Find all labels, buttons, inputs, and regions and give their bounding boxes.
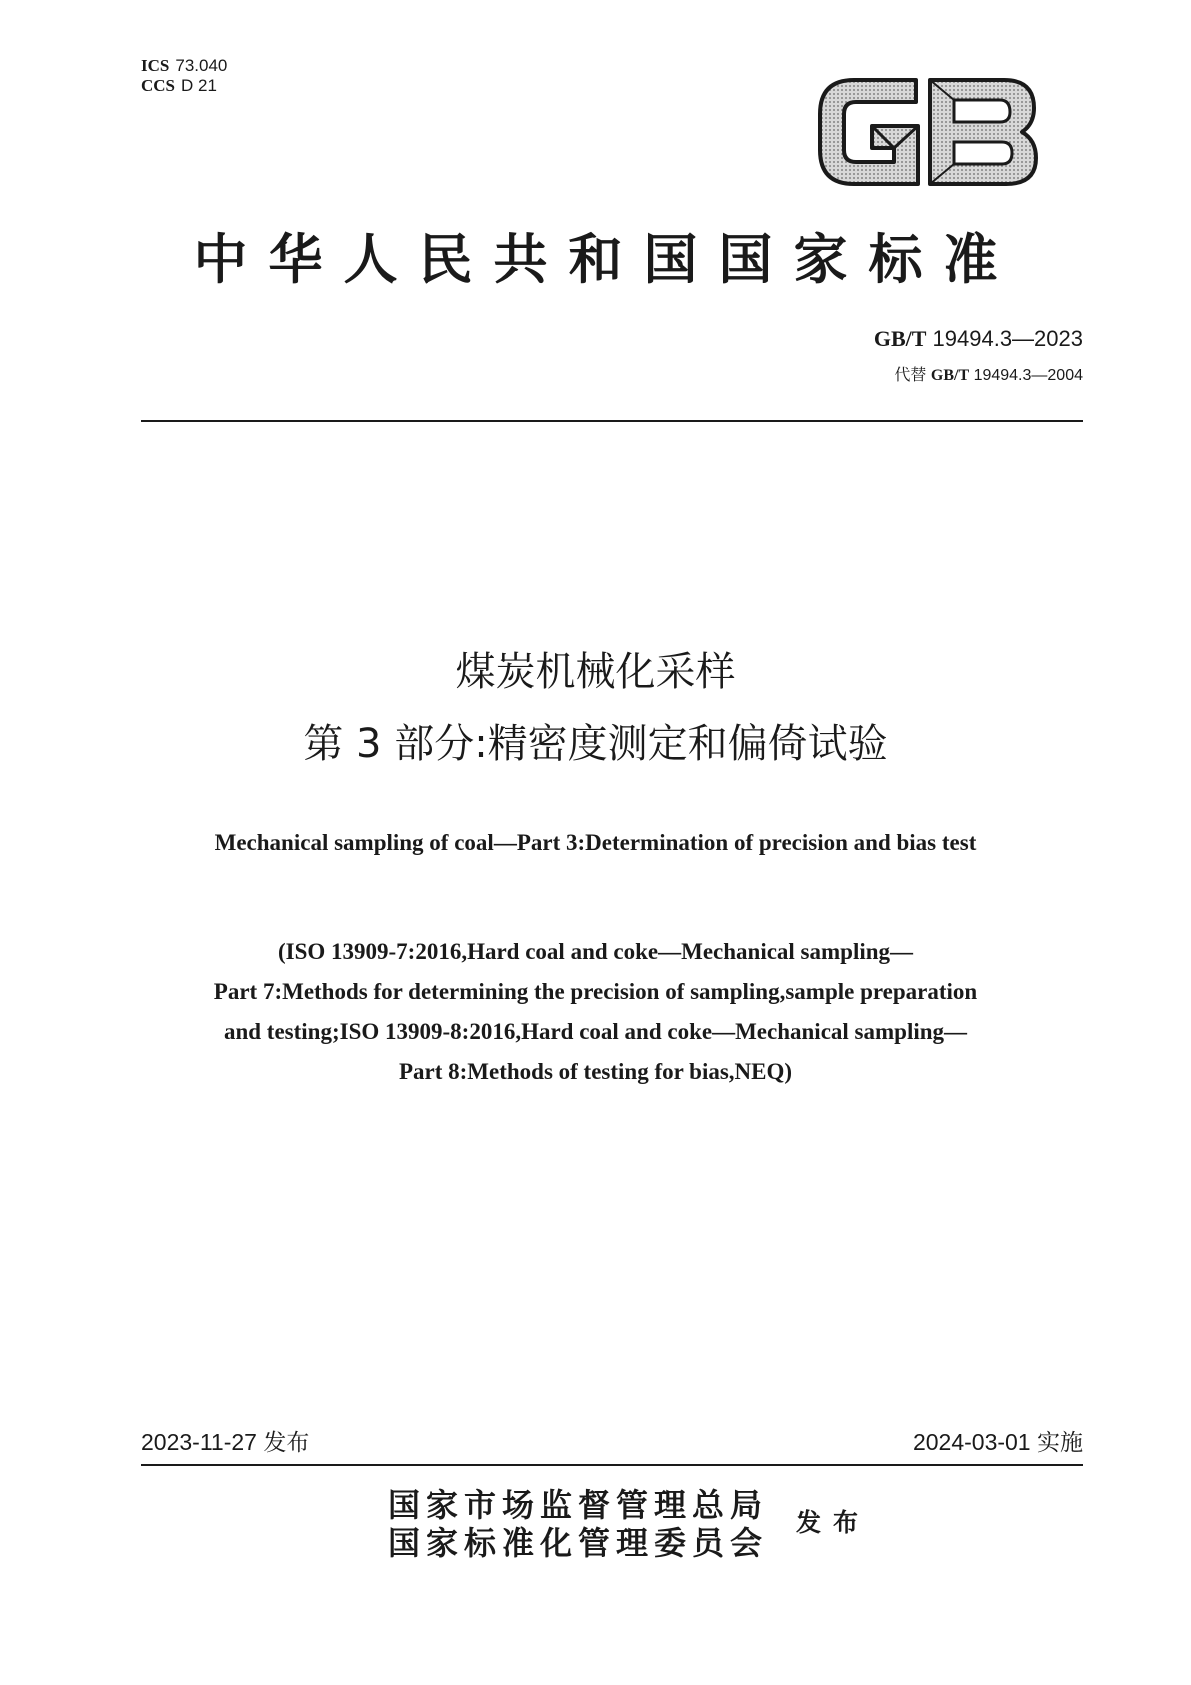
issuing-bodies [388,1486,768,1562]
standard-code: 19494.3—2023 [932,326,1083,351]
issuer-samr: 国家市场监督管理总局 [388,1486,769,1524]
ics-label: ICS [141,56,170,75]
gb-logo [808,72,1044,192]
issuer-sac: 国家标准化管理委员会 [388,1524,769,1562]
iso-line: (ISO 13909-7:2016,Hard coal and coke—Mechanical sampling— [277,939,914,964]
logo-text: GB [808,72,810,73]
classification-codes [141,56,227,96]
ics-value: 73.040 [175,56,228,75]
top-divider [141,420,1083,422]
standard-number [874,326,1083,352]
ccs-value: D 21 [181,76,217,95]
standard-prefix: GB/T [873,326,927,351]
replace-code: GB/T [930,367,970,384]
title-cn-line1: 煤炭机械化采样 [455,649,736,695]
bottom-divider [141,1464,1083,1466]
issue-word: 发布 [796,1508,871,1537]
gb-logo-graphic [808,72,1044,192]
iso-reference [120,932,1071,1092]
iso-line: Part 7:Methods for determining the precision of sampling,sample preparation [213,979,978,1004]
replaces-standard [894,366,1083,386]
country-standard-heading: 中华人民共和国国家标准 [193,228,1019,291]
iso-line: and testing;ISO 13909-8:2016,Hard coal and coke—Mechanical sampling— [223,1019,968,1044]
title-en: Mechanical sampling of coal—Part 3:Determination of precision and bias test [214,830,977,855]
replace-prefix: 代替 [894,367,927,384]
iso-line: Part 8:Methods of testing for bias,NEQ) [398,1059,793,1084]
ics-line [141,56,227,76]
issue-date: 2023-11-27 发布 [141,1429,310,1455]
replace-number: 19494.3—2004 [973,367,1083,384]
title-cn-line2: 第 3 部分:精密度测定和偏倚试验 [303,721,888,767]
implementation-date: 2024-03-01 实施 [912,1429,1083,1455]
ccs-line [141,76,227,96]
ccs-label: CCS [141,76,176,95]
